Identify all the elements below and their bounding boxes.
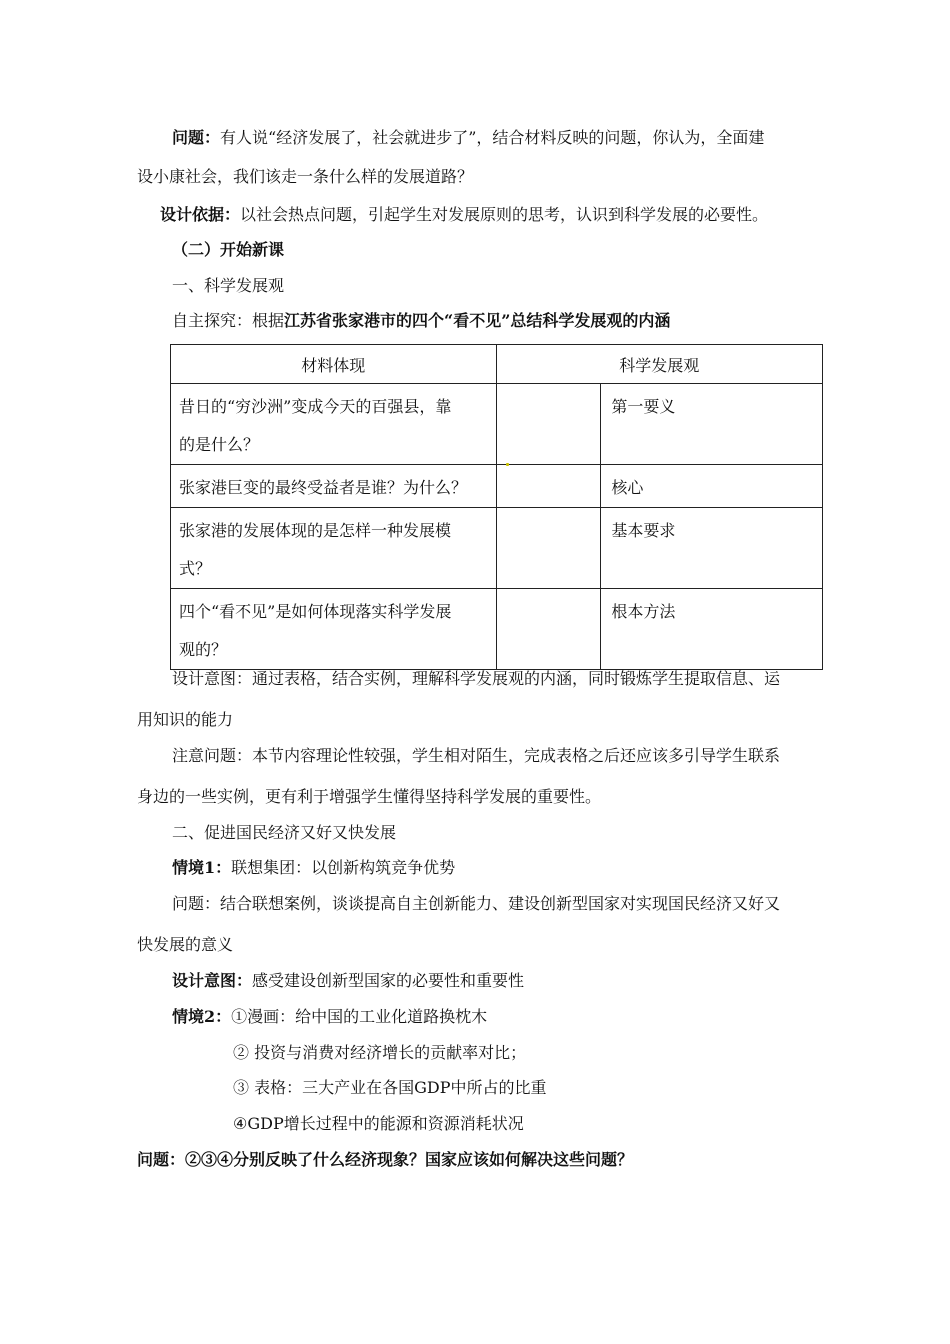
table-row: [171, 589, 823, 670]
intent2-label: 设计意图：: [172, 971, 253, 990]
note-line-2: 身边的一些实例，更有利于增强学生懂得坚持科学发展的重要性。: [137, 787, 602, 806]
inquiry-prefix: 自主探究：根据: [172, 311, 285, 330]
blank-cell: [496, 465, 601, 508]
scenario2-label: 情境2：: [172, 1007, 232, 1026]
table-row: [171, 384, 823, 465]
question-label: 问题：: [172, 128, 221, 147]
intent2: [172, 971, 524, 991]
scenario1: [172, 858, 455, 878]
ink-mark: [506, 463, 509, 466]
part1-heading: 一、科学发展观: [172, 276, 285, 295]
inquiry-topic: 江苏省张家港市的四个“看不见”总结科学发展观的内涵: [284, 311, 671, 330]
design-basis-text: 以社会热点问题，引起学生对发展原则的思考，认识到科学发展的必要性。: [240, 205, 769, 224]
concept-cell: 第一要义: [601, 384, 823, 465]
scenario2-item: ③ 表格：三大产业在各国GDP中所占的比重: [233, 1078, 547, 1097]
table-row: [171, 465, 823, 508]
table-row: [171, 508, 823, 589]
scenario2-item: ④GDP增长过程中的能源和资源消耗状况: [233, 1114, 524, 1133]
concept-cell: 基本要求: [601, 508, 823, 589]
material-cell: 四个“看不见”是如何体现落实科学发展 观的？: [171, 589, 497, 670]
question2-line-1: 问题：结合联想案例，谈谈提高自主创新能力、建设创新型国家对实现国民经济又好又: [172, 894, 781, 913]
final-question: 问题：②③④分别反映了什么经济现象？国家应该如何解决这些问题？: [137, 1150, 634, 1169]
scenario1-text: 联想集团：以创新构筑竞争优势: [231, 858, 456, 877]
question-text-1: 有人说“经济发展了，社会就进步了”，结合材料反映的问题，你认为，全面建: [220, 128, 765, 147]
concept-table: [170, 344, 823, 670]
question-line-2: 设小康社会，我们该走一条什么样的发展道路？: [137, 167, 474, 186]
blank-cell: [496, 384, 601, 465]
question-line-1: [172, 128, 764, 148]
concept-cell: 根本方法: [601, 589, 823, 670]
material-cell: 张家港的发展体现的是怎样一种发展模 式？: [171, 508, 497, 589]
blank-cell: [496, 589, 601, 670]
scenario2: [172, 1007, 487, 1027]
scenario1-label: 情境1：: [172, 858, 232, 877]
concept-cell: 核心: [601, 465, 823, 508]
design-basis-label: 设计依据：: [160, 205, 241, 224]
header-concept: 科学发展观: [496, 345, 822, 384]
intent1-line-2: 用知识的能力: [137, 710, 234, 729]
blank-cell: [496, 508, 601, 589]
header-material: 材料体现: [171, 345, 497, 384]
scenario2-item: ①漫画：给中国的工业化道路换枕木: [231, 1007, 488, 1026]
note-line-1: 注意问题：本节内容理论性较强，学生相对陌生，完成表格之后还应该多引导学生联系: [172, 746, 781, 765]
scenario2-item: ② 投资与消费对经济增长的贡献率对比；: [233, 1043, 527, 1062]
design-basis: [160, 205, 768, 225]
inquiry-line: [172, 311, 670, 331]
section-heading-new-lesson: （二）开始新课: [172, 240, 285, 259]
intent1-line-1: 设计意图：通过表格，结合实例，理解科学发展观的内涵，同时锻炼学生提取信息、运: [172, 669, 781, 688]
question2-line-2: 快发展的意义: [137, 935, 234, 954]
part2-heading: 二、促进国民经济又好又快发展: [172, 823, 397, 842]
table-header-row: [171, 345, 823, 384]
material-cell: 张家港巨变的最终受益者是谁？为什么？: [171, 465, 497, 508]
material-cell: 昔日的“穷沙洲”变成今天的百强县，靠 的是什么？: [171, 384, 497, 465]
intent2-text: 感受建设创新型国家的必要性和重要性: [252, 971, 525, 990]
